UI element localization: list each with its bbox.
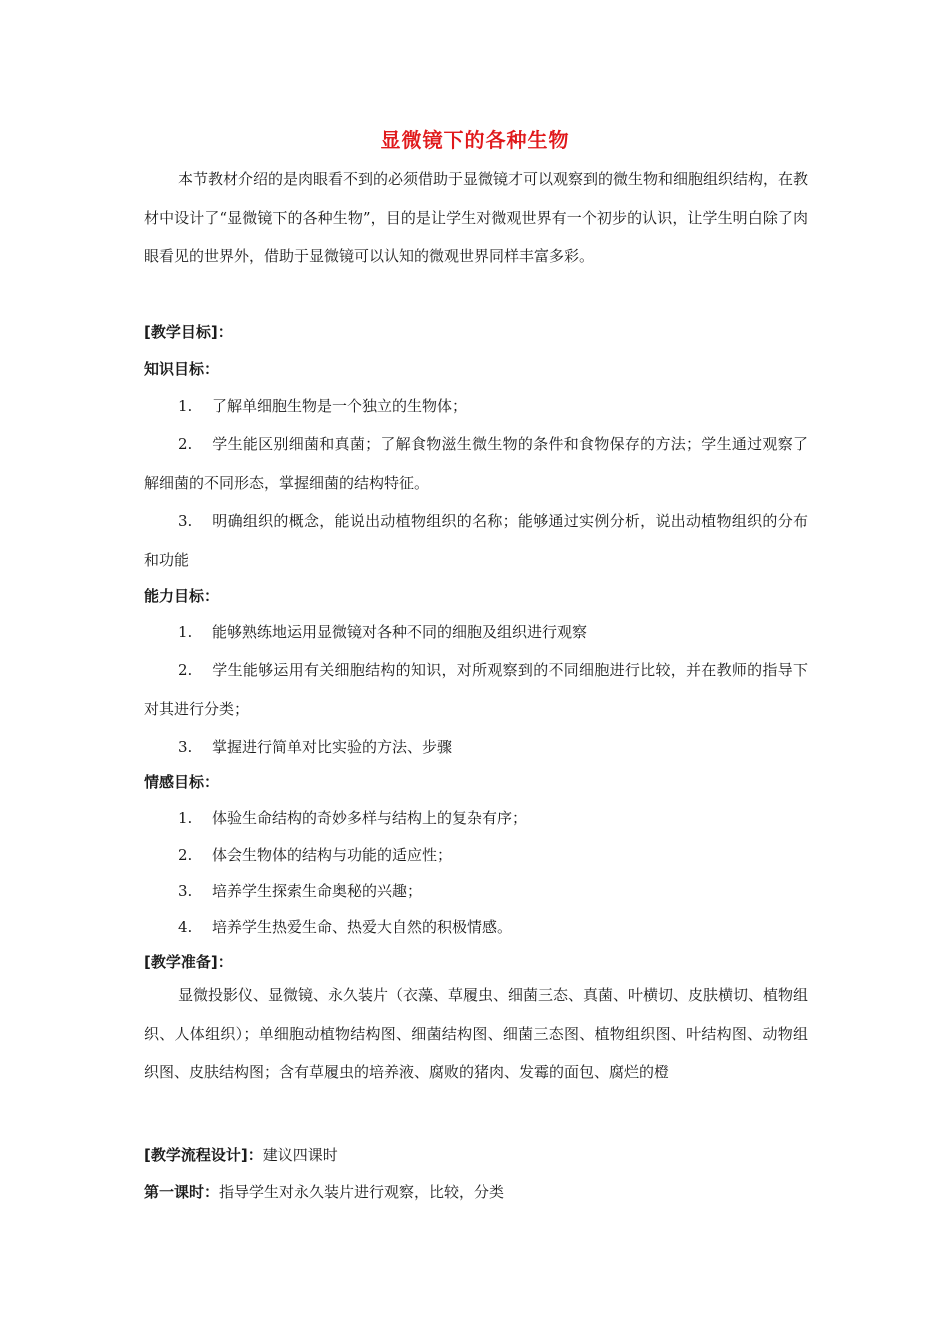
item-number: 2.	[178, 661, 193, 679]
intro-paragraph: 本节教材介绍的是肉眼看不到的必须借助于显微镜才可以观察到的微生物和细胞组织结构，在教材中设计了“显微镜下的各种生物”，目的是让学生对微观世界有一个初步的认识，让学生明白除了肉眼看见的世界外，借助于显微镜可以认知的微观世界同样丰富多彩。	[144, 170, 809, 265]
flow-text: 建议四课时	[262, 1146, 338, 1164]
list-item	[144, 613, 808, 652]
list-item	[144, 872, 808, 911]
item-number: 4.	[178, 918, 193, 936]
document-title: 显微镜下的各种生物	[380, 128, 570, 152]
item-number: 1.	[178, 397, 193, 415]
item-number: 3.	[178, 512, 193, 530]
item-number: 1.	[178, 809, 193, 827]
lesson1-text: 指导学生对永久装片进行观察，比较，分类	[219, 1183, 505, 1201]
item-text: 明确组织的概念，能说出动植物组织的名称；能够通过实例分析，说出动植物组织的分布和功能	[144, 512, 808, 569]
prep-heading: [教学准备]：	[144, 953, 233, 971]
list-item	[144, 799, 808, 838]
item-text: 了解单细胞生物是一个独立的生物体；	[212, 397, 468, 415]
lesson1-line	[144, 1180, 808, 1204]
prep-paragraph: 显微投影仪、显微镜、永久装片（衣藻、草履虫、细菌三态、真菌、叶横切、皮肤横切、植物组织、人体组织）；单细胞动植物结构图、细菌结构图、细菌三态图、植物组织图、叶结构图、动物组织图、皮肤结构图；含有草履虫的培养液、腐败的猪肉、发霉的面包、腐烂的橙	[144, 986, 809, 1081]
flow-line	[144, 1143, 808, 1167]
item-number: 2.	[178, 846, 193, 864]
list-item	[144, 425, 808, 502]
item-number: 2.	[178, 435, 193, 453]
emotion-goals-heading: 情感目标：	[144, 773, 220, 791]
list-item	[144, 908, 808, 947]
item-text: 掌握进行简单对比实验的方法、步骤	[212, 738, 453, 756]
item-text: 培养学生热爱生命、热爱大自然的积极情感。	[212, 918, 513, 936]
item-number: 3.	[178, 738, 193, 756]
list-item	[144, 651, 808, 728]
item-text: 学生能够运用有关细胞结构的知识，对所观察到的不同细胞进行比较，并在教师的指导下对其进行分类；	[144, 661, 808, 718]
item-number: 3.	[178, 882, 193, 900]
ability-goals-heading: 能力目标：	[144, 587, 220, 605]
item-text: 培养学生探索生命奥秘的兴趣；	[212, 882, 423, 900]
goals-heading: [教学目标]：	[144, 323, 233, 341]
item-number: 1.	[178, 623, 193, 641]
knowledge-goals-heading: 知识目标：	[144, 360, 220, 378]
flow-heading: [教学流程设计]：	[144, 1146, 263, 1164]
list-item	[144, 728, 808, 767]
item-text: 能够熟练地运用显微镜对各种不同的细胞及组织进行观察	[212, 623, 588, 641]
list-item	[144, 387, 808, 426]
list-item	[144, 502, 808, 579]
lesson1-heading: 第一课时：	[144, 1183, 220, 1201]
item-text: 体验生命结构的奇妙多样与结构上的复杂有序；	[212, 809, 528, 827]
item-text: 学生能区别细菌和真菌；了解食物滋生微生物的条件和食物保存的方法；学生通过观察了解细菌的不同形态，掌握细菌的结构特征。	[144, 435, 808, 492]
list-item	[144, 836, 808, 875]
item-text: 体会生物体的结构与功能的适应性；	[212, 846, 453, 864]
